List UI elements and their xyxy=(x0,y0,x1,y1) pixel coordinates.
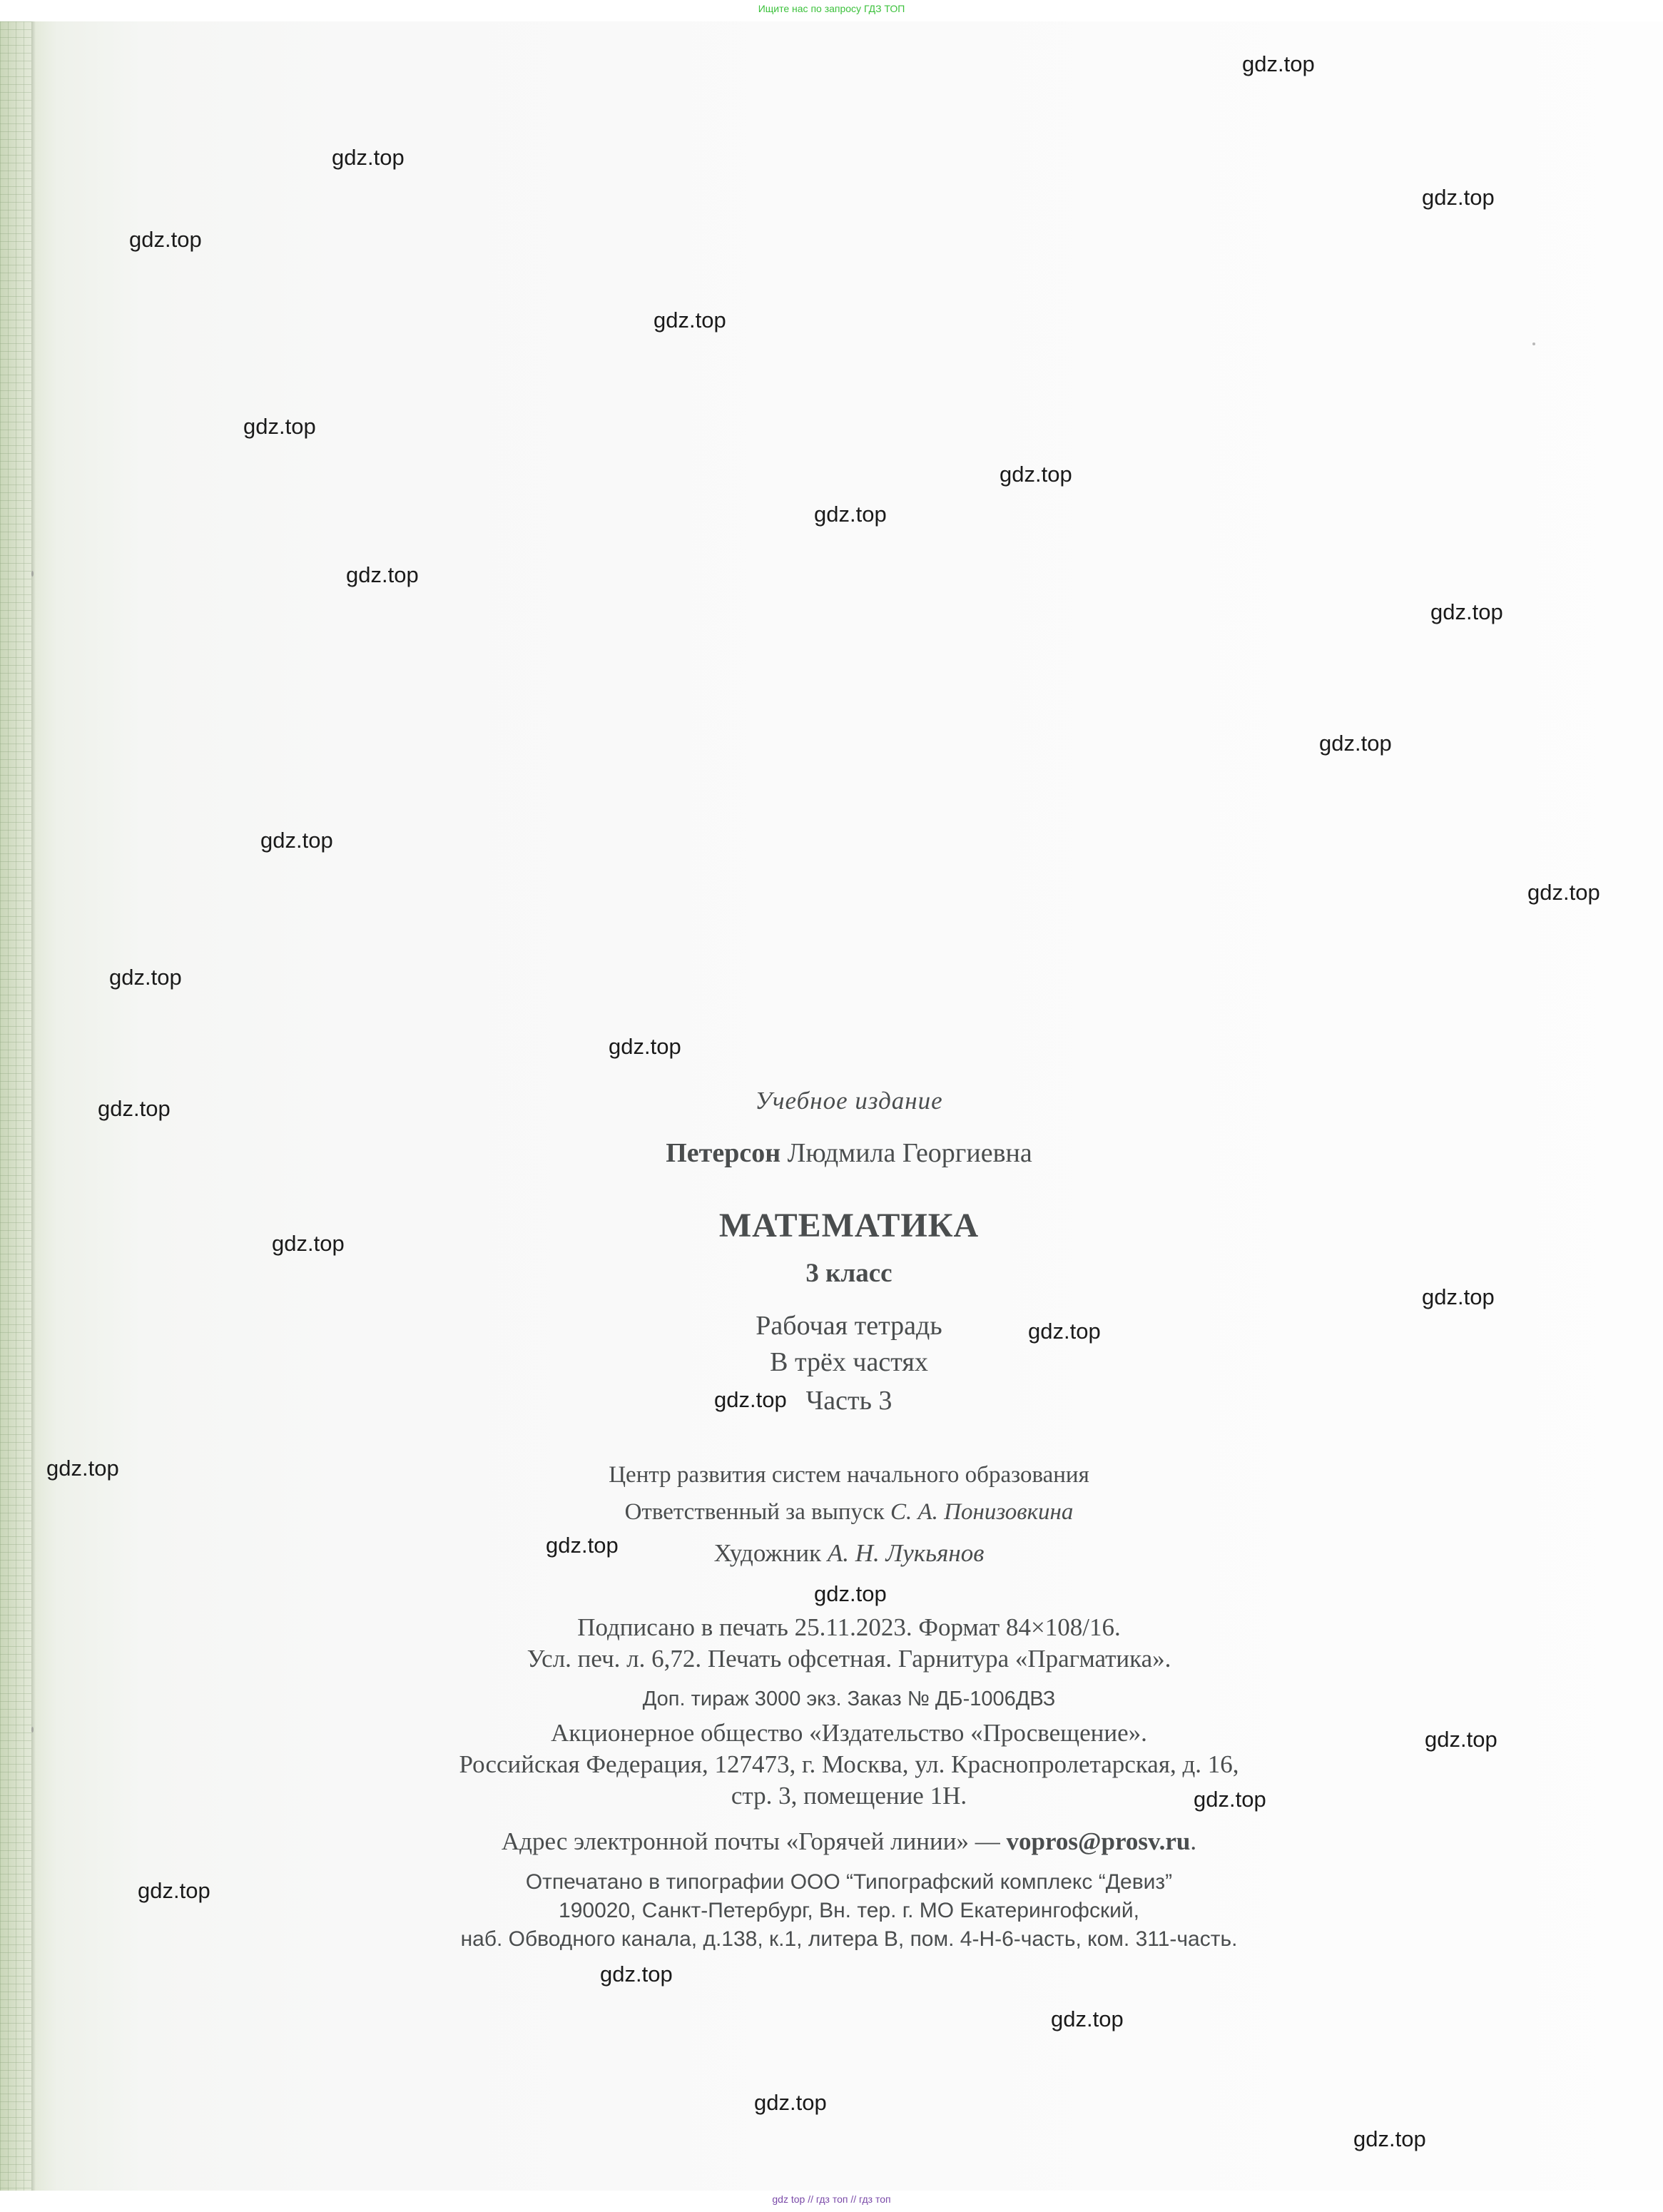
email-prefix: Адрес электронной почты «Горячей линии» — xyxy=(501,1827,1000,1855)
watermark: gdz.top xyxy=(243,414,316,439)
watermark: gdz.top xyxy=(1051,2006,1124,2031)
edition-label: Учебное издание xyxy=(755,1087,943,1115)
watermark: gdz.top xyxy=(138,1878,210,1903)
book-title: МАТЕМАТИКА xyxy=(718,1207,980,1244)
artist-name: А. Н. Лукьянов xyxy=(827,1539,985,1567)
watermark: gdz.top xyxy=(1194,1787,1266,1812)
publisher-name: Акционерное общество «Издательство «Просвещение». xyxy=(551,1719,1147,1747)
book-part: Часть 3 xyxy=(805,1386,892,1416)
watermark: gdz.top xyxy=(600,1962,673,1987)
grade: 3 класс xyxy=(805,1259,892,1288)
watermark: gdz.top xyxy=(1000,462,1072,487)
publisher-address-2: стр. 3, помещение 1Н. xyxy=(731,1782,967,1810)
watermark: gdz.top xyxy=(1028,1319,1101,1344)
watermark: gdz.top xyxy=(46,1456,119,1481)
author xyxy=(0,1137,1663,1169)
watermark: gdz.top xyxy=(332,145,405,170)
watermark: gdz.top xyxy=(1422,1284,1495,1309)
watermark: gdz.top xyxy=(1242,51,1315,76)
responsible-prefix: Ответственный за выпуск xyxy=(624,1499,885,1525)
watermark: gdz.top xyxy=(814,502,887,527)
watermark: gdz.top xyxy=(98,1096,171,1121)
watermark: gdz.top xyxy=(129,227,202,252)
watermark: gdz.top xyxy=(814,1581,887,1606)
watermark: gdz.top xyxy=(546,1533,619,1558)
printed-by-3: наб. Обводного канала, д.138, к.1, литера В, пом. 4-Н-6-часть, ком. 311-часть. xyxy=(460,1927,1238,1951)
author-name: Людмила Георгиевна xyxy=(787,1138,1032,1168)
watermark: gdz.top xyxy=(714,1387,787,1412)
watermark: gdz.top xyxy=(754,2090,827,2115)
printed-by-2: 190020, Санкт-Петербург, Вн. тер. г. МО Екатерингофский, xyxy=(559,1899,1139,1922)
bottom-links[interactable]: gdz top // гдз топ // гдз топ xyxy=(772,2193,891,2205)
watermark: gdz.top xyxy=(1425,1727,1497,1752)
responsible-name: С. А. Понизовкина xyxy=(890,1499,1074,1525)
signed-for-print: Подписано в печать 25.11.2023. Формат 84×108/16. xyxy=(577,1613,1121,1641)
responsible-editor xyxy=(0,1499,1663,1526)
book-type: Рабочая тетрадь xyxy=(756,1311,942,1341)
hotline-email xyxy=(0,1827,1663,1856)
artist-prefix: Художник xyxy=(713,1539,822,1567)
email-suffix: . xyxy=(1190,1827,1197,1855)
watermark: gdz.top xyxy=(609,1034,681,1059)
watermark: gdz.top xyxy=(1422,185,1495,210)
circulation: Доп. тираж 3000 экз. Заказ № ДБ-1006ДВЗ xyxy=(642,1688,1056,1710)
watermark: gdz.top xyxy=(109,965,182,990)
watermark: gdz.top xyxy=(653,308,726,333)
watermark: gdz.top xyxy=(1353,2126,1426,2151)
author-surname: Петерсон xyxy=(666,1138,781,1168)
watermark: gdz.top xyxy=(260,828,333,853)
watermark: gdz.top xyxy=(346,562,419,587)
top-banner[interactable]: Ищите нас по запросу ГДЗ ТОП xyxy=(758,3,905,14)
publisher-address-1: Российская Федерация, 127473, г. Москва, ул. Краснопролетарская, д. 16, xyxy=(459,1750,1239,1778)
watermark: gdz.top xyxy=(272,1231,345,1256)
printed-by-1: Отпечатано в типографии ООО “Типографский комплекс “Девиз” xyxy=(525,1870,1173,1894)
book-parts: В трёх частях xyxy=(770,1347,928,1377)
artist xyxy=(0,1539,1663,1568)
watermark: gdz.top xyxy=(1430,599,1503,624)
email-address: vopros@prosv.ru xyxy=(1006,1827,1191,1855)
print-info: Усл. печ. л. 6,72. Печать офсетная. Гарнитура «Прагматика». xyxy=(527,1645,1171,1673)
publisher-center: Центр развития систем начального образования xyxy=(609,1462,1089,1488)
watermark: gdz.top xyxy=(1527,880,1600,905)
watermark: gdz.top xyxy=(1319,731,1392,756)
